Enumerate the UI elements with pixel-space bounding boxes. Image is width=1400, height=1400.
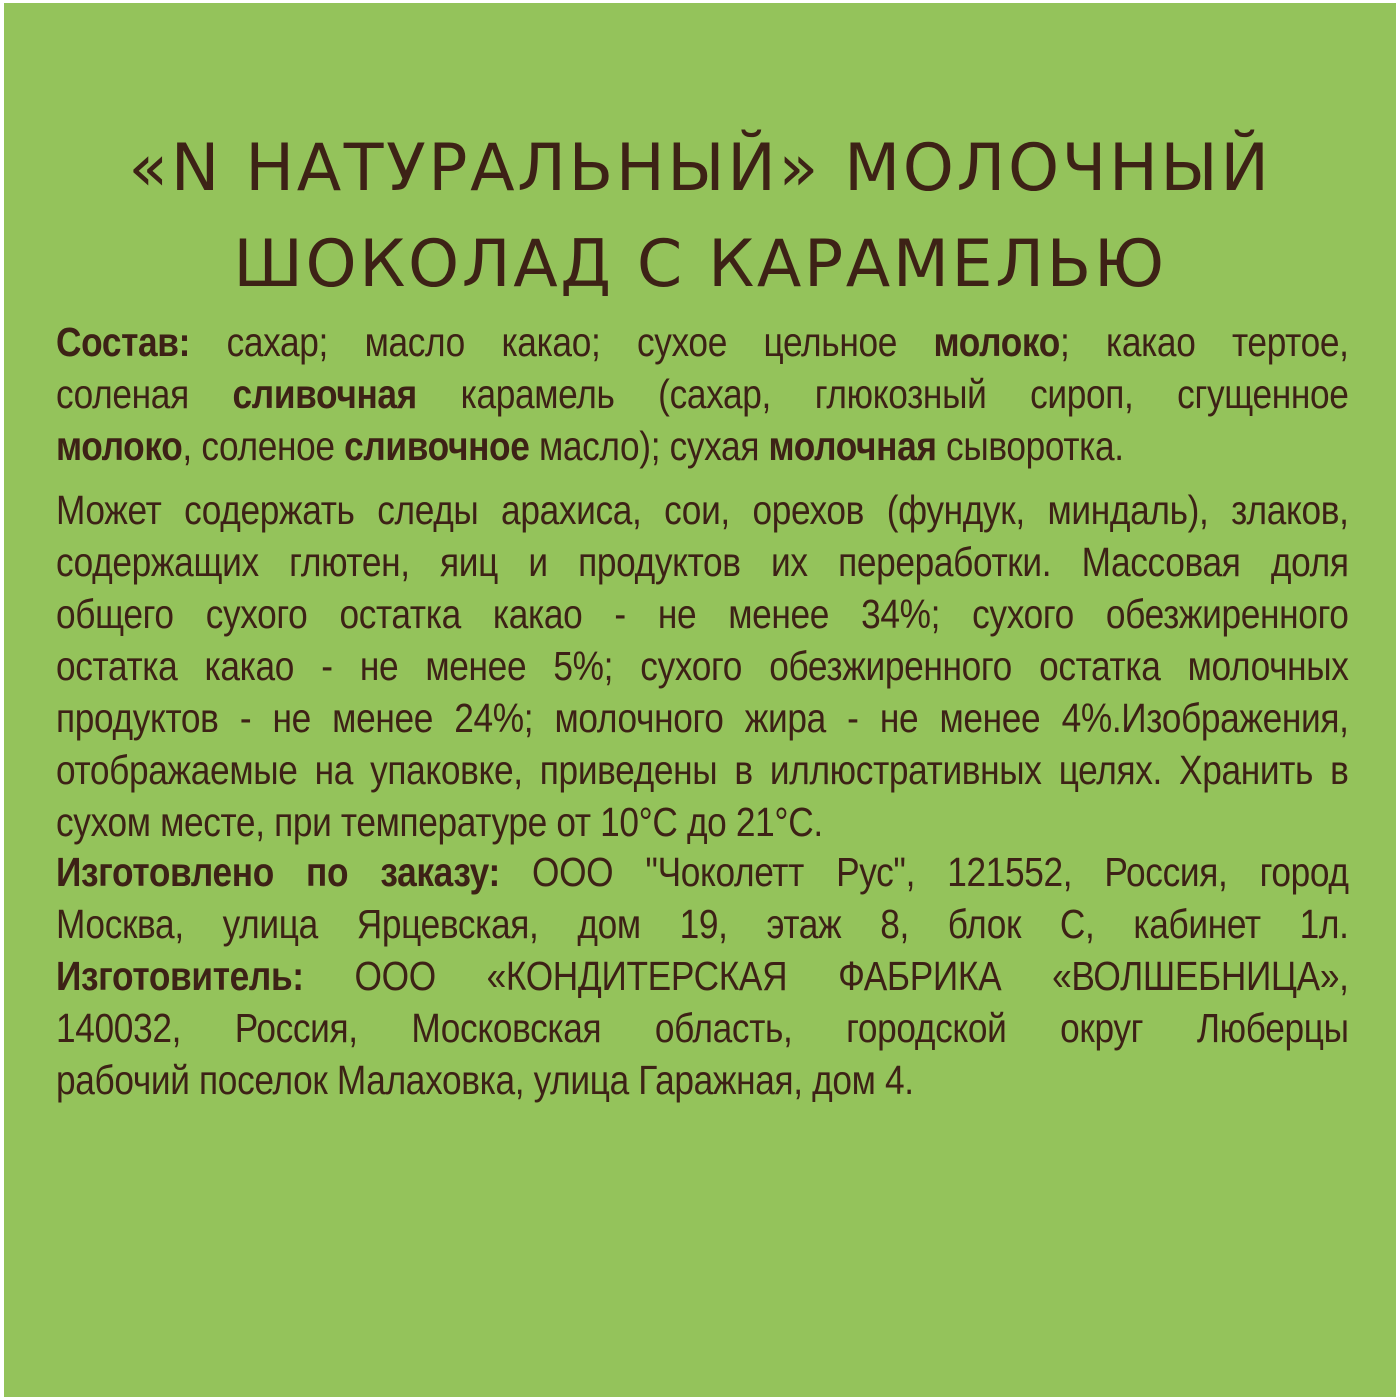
allergen-milk: молоко xyxy=(56,423,183,469)
composition-text xyxy=(56,316,1349,472)
composition-line-3 xyxy=(56,420,1349,472)
manufacturer-text-fragment: ООО «КОНДИТЕРСКАЯ ФАБРИКА «ВОЛШЕБНИЦА», xyxy=(303,953,1349,999)
info-line: общего сухого остатка какао - не менее 34%; сухого обезжиренного xyxy=(56,591,1349,637)
allergen-milk: молоко xyxy=(933,319,1060,365)
composition-text-fragment: , соленое xyxy=(182,423,345,469)
info-line: остатка какао - не менее 5%; сухого обезжиренного остатка молочных xyxy=(56,643,1349,689)
ordered-by-line-2: Москва, улица Ярцевская, дом 19, этаж 8, блок С, кабинет 1л. xyxy=(56,901,1349,947)
manufacturer-line-2: 140032, Россия, Московская область, городской округ Люберцы xyxy=(56,1005,1349,1051)
info-block xyxy=(56,484,1348,848)
composition-block xyxy=(56,316,1348,472)
ordered-by-label: Изготовлено по заказу: xyxy=(56,849,500,895)
allergen-whey: молочная xyxy=(768,423,937,469)
composition-text-fragment: сыворотка. xyxy=(936,423,1124,469)
allergen-butter: сливочное xyxy=(344,423,530,469)
product-title xyxy=(4,121,1396,313)
manufacturer-line-1 xyxy=(56,950,1349,1002)
info-line: сухом месте, при температуре от 10°С до 21°С. xyxy=(56,799,823,845)
manufacturer-text xyxy=(56,846,1349,1106)
info-line: продуктов - не менее 24%; молочного жира - не менее 4%.Изображения, xyxy=(56,695,1349,741)
product-title-line-1: «N НАТУРАЛЬНЫЙ» МОЛОЧНЫЙ xyxy=(128,131,1272,206)
label-panel xyxy=(4,3,1396,1397)
composition-text-fragment: соленая xyxy=(56,371,233,417)
composition-label: Состав: xyxy=(56,319,191,365)
info-line: отображаемые на упаковке, приведены в иллюстративных целях. Хранить в xyxy=(56,747,1349,793)
ordered-by-line-1 xyxy=(56,846,1349,898)
composition-line-1 xyxy=(56,316,1349,368)
composition-line-2 xyxy=(56,368,1349,420)
info-line: Может содержать следы арахиса, сои, орехов (фундук, миндаль), злаков, xyxy=(56,487,1349,533)
allergen-cream: сливочная xyxy=(232,371,417,417)
composition-text-fragment: ; какао тертое, xyxy=(1059,319,1349,365)
composition-text-fragment: карамель (сахар, глюкозный сироп, сгущенное xyxy=(416,371,1349,417)
info-line: содержащих глютен, яиц и продуктов их переработки. Массовая доля xyxy=(56,539,1349,585)
manufacturer-line-3: рабочий поселок Малаховка, улица Гаражная, дом 4. xyxy=(56,1057,914,1103)
composition-text-fragment: сахар; масло какао; сухое цельное xyxy=(190,319,934,365)
ordered-by-text: ООО "Чоколетт Рус", 121552, Россия, город xyxy=(499,849,1349,895)
product-title-line-2: ШОКОЛАД С КАРАМЕЛЬЮ xyxy=(233,227,1167,302)
manufacturer-label: Изготовитель: xyxy=(56,953,304,999)
info-text xyxy=(56,484,1349,848)
manufacturer-block xyxy=(56,846,1348,1106)
composition-text-fragment: масло); сухая xyxy=(529,423,769,469)
